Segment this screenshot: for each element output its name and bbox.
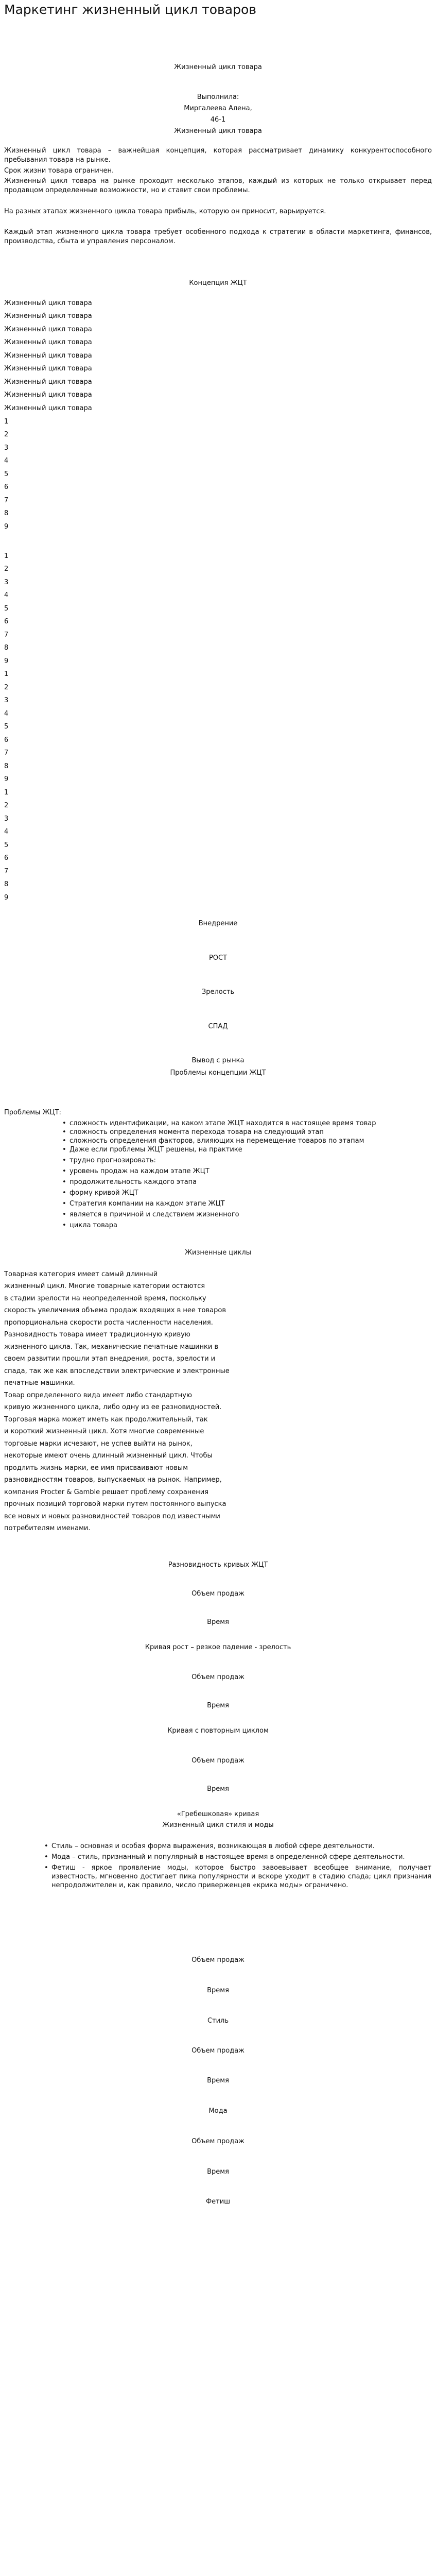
number-item: 8	[4, 644, 9, 652]
number-item: 3	[4, 697, 9, 704]
number-item: 1	[4, 552, 9, 560]
number-item: 2	[4, 431, 9, 438]
problem-item: • сложность идентификации, на каком этапе ЖЦТ находится в настоящее время товар	[69, 1119, 430, 1128]
page-title: Маркетинг жизненный цикл товаров	[4, 2, 256, 17]
problem-item: • цикла товара	[69, 1221, 430, 1230]
number-item: 7	[4, 868, 9, 875]
problem-item: • форму кривой ЖЦТ	[69, 1189, 430, 1197]
repeated-line: Жизненный цикл товара	[4, 299, 92, 307]
number-item: 9	[4, 657, 9, 665]
number-item: 7	[4, 631, 9, 639]
cycles-line: продлить жизнь марки, ее имя присваивают новым	[4, 1464, 188, 1472]
final-label: Объем продаж	[191, 2047, 245, 2055]
curve-label: Объем продаж	[191, 1673, 245, 1681]
cycles-line: своем развитии прошли этап внедрения, роста, зрелости и	[4, 1355, 216, 1363]
cover-group: 46-1	[210, 116, 226, 124]
repeated-line: Жизненный цикл товара	[4, 338, 92, 346]
number-item: 6	[4, 736, 9, 744]
repeated-line: Жизненный цикл товара	[4, 326, 92, 333]
style-heading: Жизненный цикл стиля и моды	[162, 1821, 274, 1829]
intro-paragraph: На разных этапах жизненного цикла товара прибыль, которую он приносит, варьируется.	[4, 208, 326, 215]
number-item: 4	[4, 710, 9, 718]
number-item: 9	[4, 894, 9, 902]
problem-item: • Даже если проблемы ЖЦТ решены, на практике	[69, 1145, 430, 1154]
final-label: Мода	[208, 2107, 228, 2115]
cycles-line: потребителям именами.	[4, 1524, 91, 1532]
cycles-line: жизненный цикл. Многие товарные категории остаются	[4, 1282, 205, 1290]
intro-paragraph: Жизненный цикл товара – важнейшая концепция, которая рассматривает динамику конкурентоспособного пребывания товара на рынке.	[4, 147, 432, 164]
cover-topic-repeat: Жизненный цикл товара	[174, 127, 262, 135]
number-item: 5	[4, 470, 9, 478]
number-item: 7	[4, 497, 9, 504]
curve-label: Время	[207, 1702, 229, 1709]
problem-item: • уровень продаж на каждом этапе ЖЦТ	[69, 1167, 430, 1176]
stage-label: Зрелость	[201, 988, 235, 996]
cover-topic: Жизненный цикл товара	[174, 63, 262, 71]
repeated-line: Жизненный цикл товара	[4, 378, 92, 386]
curve-label: Время	[207, 1785, 229, 1793]
stage-label: РОСТ	[208, 954, 228, 962]
cycles-line: кривую жизненного цикла, либо одну из ее разновидностей.	[4, 1403, 222, 1411]
cycles-line: и короткий жизненный цикл. Хотя многие современные	[4, 1428, 204, 1435]
cycles-line: Товар определенного вида имеет либо стандартную	[4, 1392, 192, 1399]
style-item: • Стиль – основная и особая форма выражения, возникающая в любой сфере деятельности.	[51, 1842, 431, 1851]
cycles-line: торговые марки исчезают, не успев выйти на рынок,	[4, 1440, 193, 1448]
cycles-line: печатные машинки.	[4, 1379, 75, 1387]
stage-label: СПАД	[208, 1023, 228, 1030]
cycles-line: Торговая марка может иметь как продолжительный, так	[4, 1416, 208, 1423]
number-item: 3	[4, 444, 9, 452]
problems-list	[69, 1119, 430, 1230]
cycles-line: Разновидность товара имеет традиционную кривую	[4, 1331, 190, 1338]
curve-label: Объем продаж	[191, 1757, 245, 1765]
concept-heading: Концепция ЖЦТ	[189, 279, 247, 287]
number-item: 1	[4, 789, 9, 796]
problem-item: • трудно прогнозировать:	[69, 1156, 430, 1165]
problem-item: • сложность определения факторов, влияющих на перемещение товаров по этапам	[69, 1137, 430, 1145]
final-label: Время	[207, 2077, 229, 2084]
final-label: Время	[207, 1987, 229, 1994]
number-item: 8	[4, 510, 9, 517]
number-item: 2	[4, 802, 9, 809]
cycles-line: Товарная категория имеет самый длинный	[4, 1270, 158, 1278]
number-item: 6	[4, 618, 9, 625]
curve-label: Кривая рост – резкое падение - зрелость	[145, 1643, 291, 1651]
final-label: Объем продаж	[191, 2138, 245, 2145]
number-item: 3	[4, 815, 9, 823]
curve-label: Кривая с повторным циклом	[167, 1727, 269, 1735]
number-item: 9	[4, 775, 9, 783]
cycles-line: жизненного цикла. Так, механические печатные машинки в	[4, 1343, 219, 1351]
cycles-line: пропорциональна скорости роста численности населения.	[4, 1319, 213, 1327]
curve-label: «Гребешковая» кривая	[177, 1810, 259, 1818]
problems-heading: Проблемы концепции ЖЦТ	[170, 1069, 266, 1077]
problem-item: • сложность определения момента перехода товара на следующий этап	[69, 1128, 430, 1137]
number-item: 4	[4, 457, 9, 465]
cycles-line: спада, так же как впоследствии электрические и электронные	[4, 1367, 230, 1375]
number-item: 1	[4, 670, 9, 678]
cover-author: Миргалеева Алена,	[184, 105, 252, 112]
repeated-line: Жизненный цикл товара	[4, 391, 92, 399]
repeated-line: Жизненный цикл товара	[4, 352, 92, 360]
cycles-line: разновидностям товаров, выпускаемых на рынок. Например,	[4, 1476, 222, 1484]
intro-paragraph: Жизненный цикл товара на рынке проходит несколько этапов, каждый из которых не только открывает перед продавцом определенные возможности, но и ставит свои проблемы.	[4, 177, 432, 194]
final-label: Время	[207, 2168, 229, 2176]
number-item: 4	[4, 591, 9, 599]
number-item: 6	[4, 483, 9, 491]
style-item: • Мода – стиль, признанный и популярный в настоящее время в определенной сфере деятельности.	[51, 1853, 431, 1861]
final-label: Фетиш	[205, 2198, 231, 2206]
stage-label: Внедрение	[198, 920, 238, 927]
number-item: 2	[4, 684, 9, 691]
cycles-line: некоторые имеют очень длинный жизненный цикл. Чтобы	[4, 1452, 213, 1460]
curves-heading: Разновидность кривых ЖЦТ	[168, 1561, 268, 1569]
cycles-line: скорость увеличения объема продаж входящих в нее товаров	[4, 1307, 226, 1314]
problems-label: Проблемы ЖЦТ:	[4, 1109, 61, 1116]
number-item: 5	[4, 841, 9, 849]
intro-paragraph: Каждый этап жизненного цикла товара требует особенного подхода к стратегии в области маркетинга, финансов, производства, сбыта и управления персоналом.	[4, 228, 432, 245]
cycles-line: компания Procter & Gamble решает проблему сохранения	[4, 1488, 209, 1496]
number-item: 4	[4, 828, 9, 836]
number-item: 8	[4, 880, 9, 888]
number-item: 3	[4, 579, 9, 586]
cycles-heading: Жизненные циклы	[185, 1249, 251, 1257]
problem-item: • является в причиной и следствием жизненного	[69, 1210, 430, 1219]
number-item: 6	[4, 854, 9, 862]
repeated-line: Жизненный цикл товара	[4, 365, 92, 372]
number-item: 5	[4, 723, 9, 731]
style-item: • Фетиш - яркое проявление моды, которое быстро завоевывает всеобщее внимание, получает известность, мгновенно достигает пика популярности и вскоре уходит в стадию спада; цикл признания непродолжителен и, как правило, число приверженцев «крика моды» ограничено.	[51, 1863, 431, 1890]
number-item: 7	[4, 749, 9, 757]
style-list	[51, 1842, 431, 1890]
cycles-line: в стадии зрелости на неопределенной время, поскольку	[4, 1295, 206, 1302]
number-item: 9	[4, 523, 9, 531]
final-label: Стиль	[207, 2017, 229, 2025]
cycles-line: все новых и новых разновидностей товаров под известными	[4, 1513, 220, 1520]
problem-item: • продолжительность каждого этапа	[69, 1178, 430, 1187]
cycles-line: прочных позиций торговой марки путем постоянного выпуска	[4, 1500, 226, 1508]
stage-label: Вывод с рынка	[191, 1057, 245, 1064]
intro-paragraph: Срок жизни товара ограничен.	[4, 167, 114, 175]
final-label: Объем продаж	[191, 1956, 245, 1964]
repeated-line: Жизненный цикл товара	[4, 404, 92, 412]
number-item: 1	[4, 418, 9, 426]
number-item: 5	[4, 605, 9, 613]
number-item: 8	[4, 762, 9, 770]
curve-label: Объем продаж	[191, 1590, 245, 1598]
repeated-line: Жизненный цикл товара	[4, 312, 92, 320]
curve-label: Время	[207, 1618, 229, 1626]
problem-item: • Стратегия компании на каждом этапе ЖЦТ	[69, 1199, 430, 1208]
number-item: 2	[4, 565, 9, 573]
cover-performed-by-label: Выполнила:	[197, 93, 239, 101]
